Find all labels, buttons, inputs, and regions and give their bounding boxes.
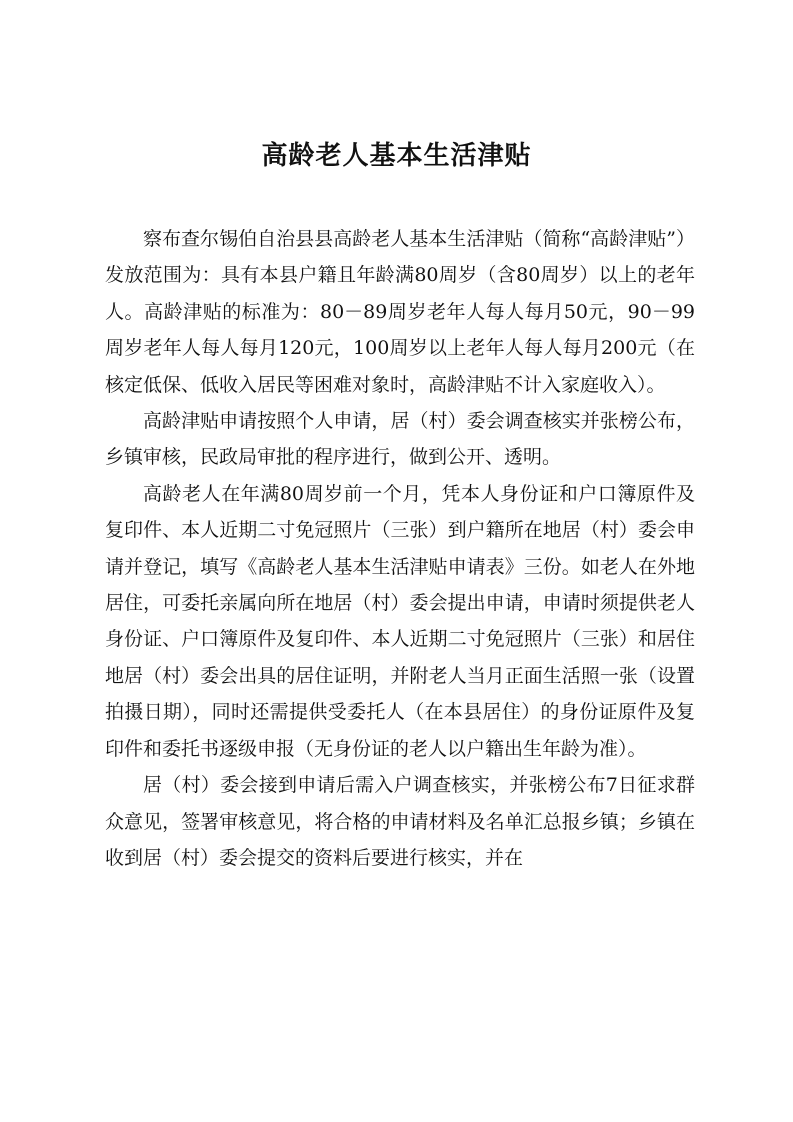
document-title: 高龄老人基本生活津贴 (261, 141, 532, 171)
paragraph-verification: 居（村）委会接到申请后需入户调查核实，并张榜公布7日征求群众意见，签署审核意见，将合格的申请材料及名单汇总报乡镇；乡镇在收到居（村）委会提交的资料后要进行核实，并在 (105, 774, 695, 869)
paragraph-procedure: 高龄津贴申请按照个人申请，居（村）委会调查核实并张榜公布，乡镇审核，民政局审批的程序进行，做到公开、透明。 (105, 410, 695, 469)
document-body (105, 221, 695, 876)
paragraph-eligibility: 察布查尔锡伯自治县县高龄老人基本生活津贴（简称“高龄津贴”）发放范围为：具有本县户籍且年龄满80周岁（含80周岁）以上的老年人。高龄津贴的标准为：80－89周岁老年人每人每月50元，90－99周岁老年人每人每月120元，100周岁以上老年人每人每月200元（在核定低保、低收入居民等困难对象时，高龄津贴不计入家庭收入）。 (105, 228, 695, 396)
paragraph-application: 高龄老人在年满80周岁前一个月，凭本人身份证和户口簿原件及复印件、本人近期二寸免冠照片（三张）到户籍所在地居（村）委会申请并登记，填写《高龄老人基本生活津贴申请表》三份。如老人在外地居住，可委托亲属向所在地居（村）委会提出申请，申请时须提供老人身份证、户口簿原件及复印件、本人近期二寸免冠照片（三张）和居住地居（村）委会出具的居住证明，并附老人当月正面生活照一张（设置拍摄日期），同时还需提供受委托人（在本县居住）的身份证原件及复印件和委托书逐级申报（无身份证的老人以户籍出生年龄为准）。 (105, 482, 695, 760)
